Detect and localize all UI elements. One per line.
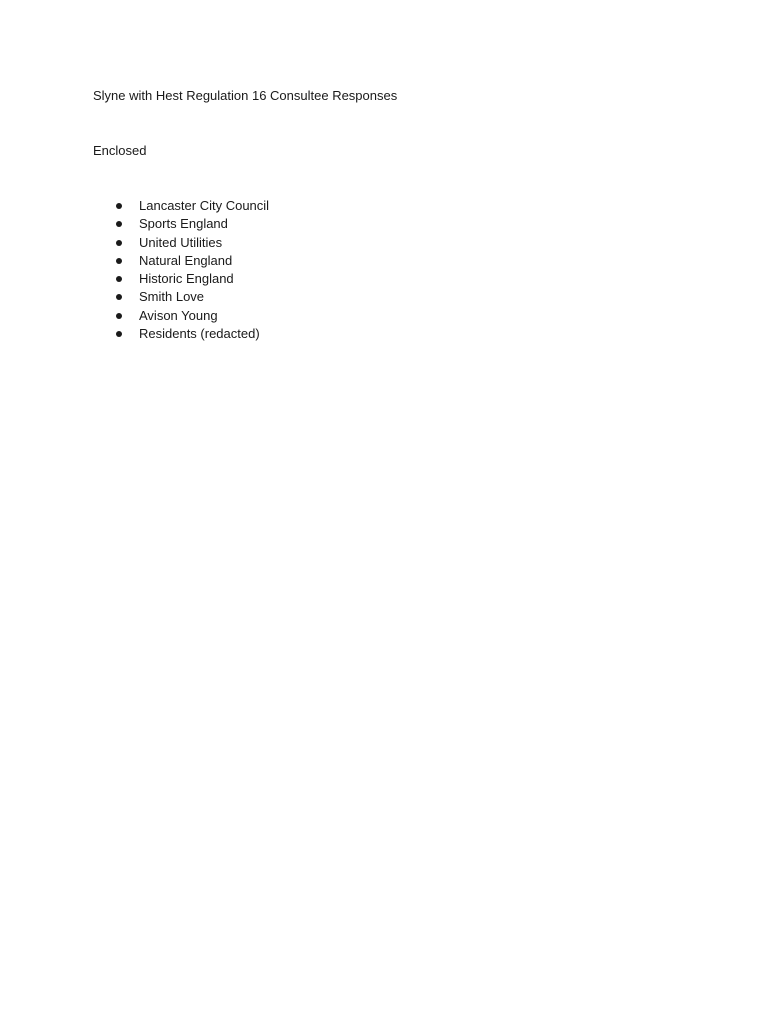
document-title: Slyne with Hest Regulation 16 Consultee Responses [93, 88, 398, 103]
list-item-text: Sports England [139, 216, 228, 232]
list-item-text: Avison Young [139, 307, 218, 323]
list-item-text: Natural England [139, 252, 233, 268]
bullet-icon [116, 258, 122, 264]
bullet-icon [116, 313, 122, 319]
bullet-icon [116, 294, 122, 300]
bullet-icon [116, 240, 122, 246]
bullet-icon [116, 276, 122, 282]
bullet-icon [116, 221, 122, 227]
bullet-icon [116, 203, 122, 209]
document-subtitle: Enclosed [93, 143, 147, 158]
bullet-icon [116, 331, 122, 337]
list-item-text: Residents (redacted) [139, 326, 260, 342]
list-item-text: Historic England [139, 271, 234, 287]
list-item-text: United Utilities [139, 234, 223, 250]
list-item-text: Lancaster City Council [139, 198, 270, 213]
list-item-text: Smith Love [139, 289, 205, 305]
